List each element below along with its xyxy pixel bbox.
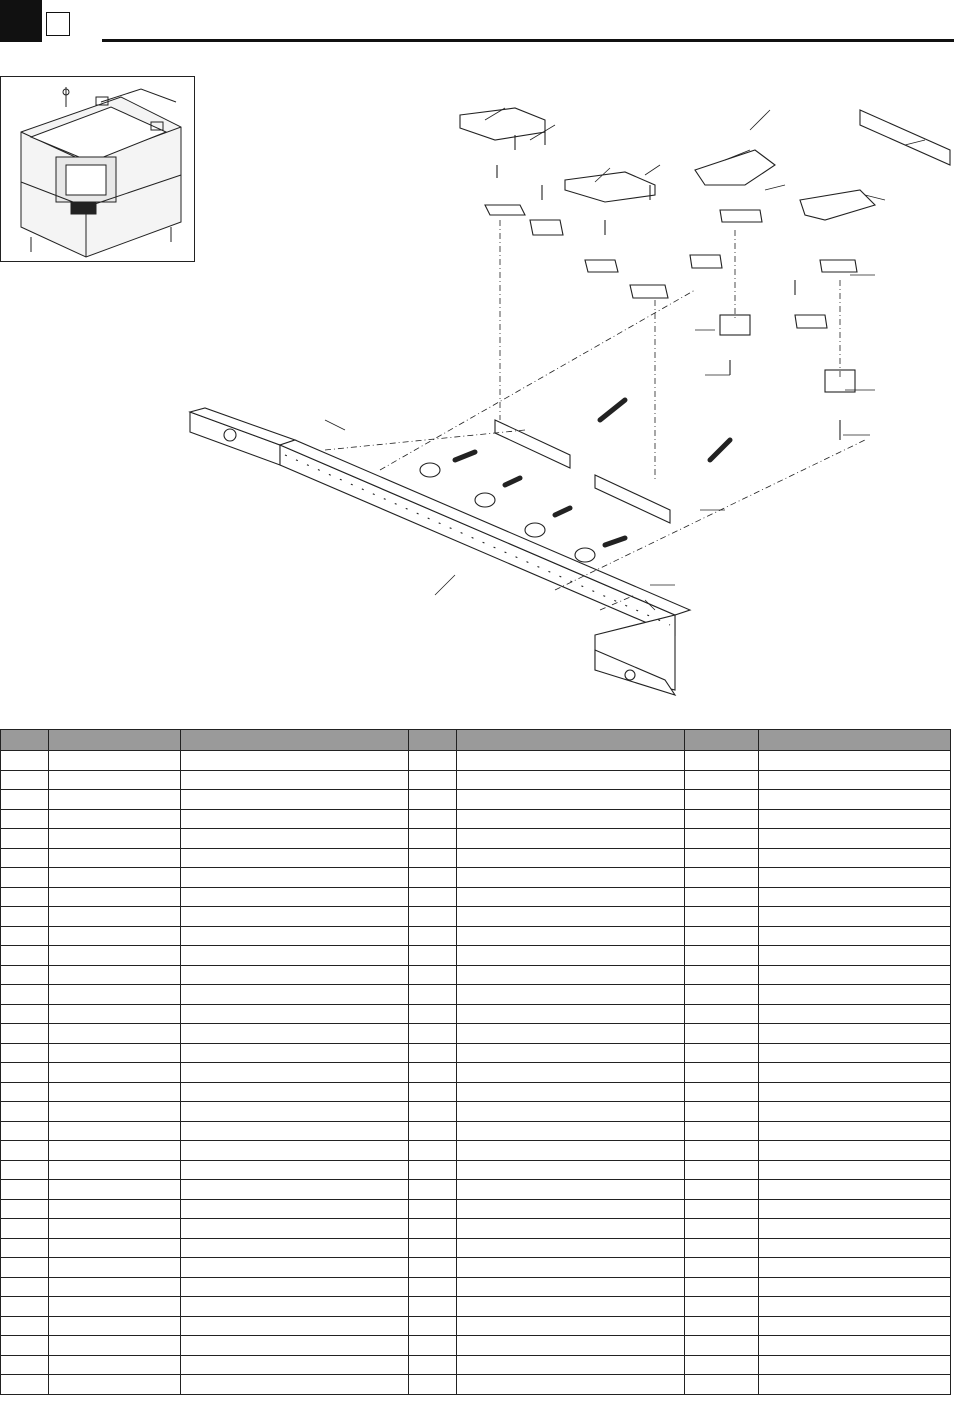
header-rule — [102, 39, 954, 42]
table-row — [1, 1141, 951, 1161]
table-row — [1, 1180, 951, 1200]
table-cell — [49, 751, 181, 771]
table-cell — [457, 751, 685, 771]
table-cell — [1, 1004, 49, 1024]
table-row — [1, 770, 951, 790]
table-cell — [1, 829, 49, 849]
table-cell — [685, 868, 759, 888]
table-row — [1, 1219, 951, 1239]
table-cell — [1, 1277, 49, 1297]
table-cell — [1, 809, 49, 829]
table-cell — [457, 770, 685, 790]
table-cell — [457, 1199, 685, 1219]
table-cell — [685, 1258, 759, 1278]
table-cell — [759, 1258, 951, 1278]
table-cell — [685, 809, 759, 829]
table-cell — [457, 809, 685, 829]
table-cell — [457, 1297, 685, 1317]
table-cell — [1, 1043, 49, 1063]
table-cell — [685, 1004, 759, 1024]
table-cell — [1, 1219, 49, 1239]
col-header-3 — [181, 730, 409, 751]
table-cell — [457, 965, 685, 985]
table-cell — [409, 1219, 457, 1239]
table-row — [1, 926, 951, 946]
table-cell — [759, 1180, 951, 1200]
table-cell — [457, 1082, 685, 1102]
table-cell — [181, 1199, 409, 1219]
table-cell — [409, 926, 457, 946]
table-cell — [1, 1336, 49, 1356]
table-cell — [685, 1180, 759, 1200]
table-cell — [685, 770, 759, 790]
table-cell — [759, 907, 951, 927]
table-cell — [409, 1297, 457, 1317]
table-cell — [181, 985, 409, 1005]
table-cell — [1, 770, 49, 790]
table-cell — [685, 1141, 759, 1161]
table-cell — [1, 946, 49, 966]
table-cell — [685, 946, 759, 966]
table-cell — [759, 770, 951, 790]
table-cell — [457, 1141, 685, 1161]
table-row — [1, 829, 951, 849]
table-cell — [181, 1258, 409, 1278]
table-cell — [181, 1102, 409, 1122]
table-cell — [181, 1297, 409, 1317]
table-row — [1, 1082, 951, 1102]
table-cell — [457, 1258, 685, 1278]
table-row — [1, 1375, 951, 1395]
table-cell — [49, 1063, 181, 1083]
table-row — [1, 848, 951, 868]
table-cell — [409, 770, 457, 790]
table-cell — [49, 770, 181, 790]
table-cell — [409, 907, 457, 927]
table-cell — [409, 1043, 457, 1063]
table-cell — [759, 1043, 951, 1063]
table-row — [1, 1121, 951, 1141]
table-cell — [49, 1082, 181, 1102]
exploded-parts-diagram — [185, 90, 954, 710]
table-cell — [49, 946, 181, 966]
table-cell — [457, 1121, 685, 1141]
table-cell — [457, 848, 685, 868]
table-cell — [759, 1121, 951, 1141]
table-cell — [409, 868, 457, 888]
table-cell — [759, 1063, 951, 1083]
table-cell — [409, 1277, 457, 1297]
col-header-2 — [49, 730, 181, 751]
table-row — [1, 1258, 951, 1278]
table-cell — [49, 868, 181, 888]
table-cell — [759, 1219, 951, 1239]
table-cell — [685, 965, 759, 985]
table-cell — [759, 868, 951, 888]
table-cell — [181, 1336, 409, 1356]
table-cell — [49, 1121, 181, 1141]
table-row — [1, 1277, 951, 1297]
table-row — [1, 887, 951, 907]
table-cell — [409, 1199, 457, 1219]
table-cell — [49, 887, 181, 907]
table-cell — [409, 809, 457, 829]
table-cell — [685, 1063, 759, 1083]
table-cell — [685, 907, 759, 927]
table-cell — [49, 829, 181, 849]
table-cell — [49, 790, 181, 810]
table-cell — [685, 1297, 759, 1317]
table-cell — [759, 1102, 951, 1122]
table-cell — [1, 1316, 49, 1336]
table-cell — [457, 887, 685, 907]
table-cell — [409, 887, 457, 907]
table-cell — [181, 1004, 409, 1024]
table-cell — [759, 809, 951, 829]
table-cell — [409, 1316, 457, 1336]
table-cell — [759, 1355, 951, 1375]
parts-list-body — [1, 751, 951, 1395]
table-cell — [685, 1082, 759, 1102]
table-cell — [759, 751, 951, 771]
table-row — [1, 1316, 951, 1336]
table-cell — [1, 1121, 49, 1141]
table-cell — [181, 809, 409, 829]
table-cell — [1, 1063, 49, 1083]
machine-overview-inset — [0, 76, 195, 262]
parts-list-table — [0, 729, 951, 1395]
table-cell — [181, 1219, 409, 1239]
table-cell — [759, 1199, 951, 1219]
table-row — [1, 1102, 951, 1122]
table-cell — [49, 1238, 181, 1258]
table-cell — [181, 770, 409, 790]
table-row — [1, 868, 951, 888]
table-cell — [181, 1063, 409, 1083]
table-cell — [181, 887, 409, 907]
table-cell — [49, 1219, 181, 1239]
table-cell — [759, 1004, 951, 1024]
section-tab-black — [0, 0, 42, 42]
table-cell — [409, 751, 457, 771]
table-row — [1, 1024, 951, 1044]
table-cell — [409, 1258, 457, 1278]
table-cell — [1, 965, 49, 985]
table-cell — [409, 1141, 457, 1161]
col-header-5 — [457, 730, 685, 751]
table-cell — [409, 790, 457, 810]
table-cell — [759, 1160, 951, 1180]
table-cell — [1, 1375, 49, 1395]
table-cell — [685, 1043, 759, 1063]
table-row — [1, 751, 951, 771]
table-cell — [759, 887, 951, 907]
table-cell — [181, 1024, 409, 1044]
table-row — [1, 1297, 951, 1317]
table-cell — [181, 1316, 409, 1336]
table-cell — [685, 985, 759, 1005]
table-cell — [685, 848, 759, 868]
table-cell — [457, 1316, 685, 1336]
table-cell — [759, 1316, 951, 1336]
table-cell — [457, 946, 685, 966]
table-cell — [49, 907, 181, 927]
table-cell — [457, 1180, 685, 1200]
table-cell — [409, 1336, 457, 1356]
table-cell — [685, 1238, 759, 1258]
table-cell — [49, 985, 181, 1005]
table-cell — [1, 907, 49, 927]
table-cell — [457, 1375, 685, 1395]
table-cell — [1, 868, 49, 888]
table-cell — [49, 1336, 181, 1356]
table-cell — [181, 1121, 409, 1141]
table-cell — [181, 1160, 409, 1180]
table-cell — [409, 1180, 457, 1200]
table-row — [1, 985, 951, 1005]
table-cell — [759, 1238, 951, 1258]
table-cell — [49, 926, 181, 946]
table-cell — [409, 1102, 457, 1122]
table-cell — [1, 1238, 49, 1258]
table-cell — [409, 946, 457, 966]
table-cell — [1, 1297, 49, 1317]
table-cell — [685, 790, 759, 810]
table-row — [1, 1004, 951, 1024]
table-cell — [457, 1043, 685, 1063]
table-cell — [1, 848, 49, 868]
table-cell — [457, 907, 685, 927]
table-cell — [49, 1160, 181, 1180]
table-cell — [685, 1121, 759, 1141]
table-cell — [457, 1277, 685, 1297]
table-cell — [759, 1297, 951, 1317]
table-cell — [685, 1024, 759, 1044]
table-cell — [409, 1238, 457, 1258]
table-cell — [409, 1063, 457, 1083]
table-cell — [457, 1160, 685, 1180]
table-cell — [685, 1160, 759, 1180]
col-header-4 — [409, 730, 457, 751]
table-cell — [1, 1180, 49, 1200]
table-cell — [181, 829, 409, 849]
table-cell — [1, 1258, 49, 1278]
table-cell — [759, 1336, 951, 1356]
table-cell — [181, 1043, 409, 1063]
table-cell — [409, 1121, 457, 1141]
table-cell — [457, 1102, 685, 1122]
table-row — [1, 907, 951, 927]
table-cell — [457, 790, 685, 810]
table-cell — [181, 965, 409, 985]
table-cell — [49, 1355, 181, 1375]
table-cell — [685, 887, 759, 907]
table-cell — [759, 1141, 951, 1161]
table-cell — [1, 887, 49, 907]
table-cell — [457, 1063, 685, 1083]
table-cell — [49, 1277, 181, 1297]
table-cell — [49, 1297, 181, 1317]
table-cell — [409, 829, 457, 849]
table-cell — [409, 965, 457, 985]
table-cell — [759, 848, 951, 868]
table-row — [1, 1063, 951, 1083]
table-cell — [181, 1082, 409, 1102]
col-header-7 — [759, 730, 951, 751]
machine-overview-drawing — [1, 77, 194, 261]
table-cell — [49, 809, 181, 829]
table-cell — [181, 907, 409, 927]
table-row — [1, 1355, 951, 1375]
table-cell — [759, 1375, 951, 1395]
table-cell — [457, 985, 685, 1005]
table-cell — [181, 1141, 409, 1161]
table-cell — [457, 1004, 685, 1024]
table-cell — [1, 1355, 49, 1375]
table-cell — [49, 1141, 181, 1161]
table-cell — [685, 1219, 759, 1239]
table-cell — [457, 1336, 685, 1356]
table-cell — [49, 1316, 181, 1336]
table-cell — [409, 1160, 457, 1180]
table-cell — [759, 1082, 951, 1102]
table-cell — [1, 1082, 49, 1102]
table-header-row — [1, 730, 951, 751]
table-cell — [49, 1024, 181, 1044]
table-cell — [1, 1102, 49, 1122]
table-cell — [759, 985, 951, 1005]
table-cell — [181, 848, 409, 868]
table-cell — [409, 1375, 457, 1395]
table-cell — [49, 1102, 181, 1122]
table-cell — [685, 926, 759, 946]
table-cell — [685, 1102, 759, 1122]
table-cell — [1, 985, 49, 1005]
table-cell — [49, 1004, 181, 1024]
table-cell — [759, 790, 951, 810]
table-row — [1, 1238, 951, 1258]
table-cell — [759, 1277, 951, 1297]
table-cell — [457, 1024, 685, 1044]
table-cell — [181, 751, 409, 771]
table-cell — [759, 829, 951, 849]
table-cell — [1, 1160, 49, 1180]
table-cell — [181, 926, 409, 946]
table-cell — [457, 1238, 685, 1258]
table-cell — [181, 1375, 409, 1395]
table-row — [1, 809, 951, 829]
table-cell — [685, 1199, 759, 1219]
table-cell — [181, 1238, 409, 1258]
col-header-1 — [1, 730, 49, 751]
table-cell — [49, 1199, 181, 1219]
table-cell — [181, 868, 409, 888]
table-cell — [1, 926, 49, 946]
col-header-6 — [685, 730, 759, 751]
table-row — [1, 1199, 951, 1219]
table-cell — [49, 1043, 181, 1063]
table-cell — [409, 848, 457, 868]
table-row — [1, 1336, 951, 1356]
table-cell — [1, 1024, 49, 1044]
table-cell — [759, 965, 951, 985]
table-cell — [49, 1375, 181, 1395]
table-cell — [49, 848, 181, 868]
table-cell — [409, 985, 457, 1005]
table-row — [1, 965, 951, 985]
table-cell — [685, 751, 759, 771]
table-cell — [1, 1199, 49, 1219]
table-cell — [181, 1277, 409, 1297]
table-cell — [49, 965, 181, 985]
table-cell — [759, 926, 951, 946]
table-row — [1, 946, 951, 966]
table-cell — [409, 1082, 457, 1102]
table-cell — [49, 1258, 181, 1278]
table-cell — [685, 1277, 759, 1297]
table-cell — [1, 1141, 49, 1161]
table-cell — [181, 1180, 409, 1200]
table-cell — [1, 790, 49, 810]
table-cell — [685, 1316, 759, 1336]
table-cell — [759, 1024, 951, 1044]
table-cell — [181, 946, 409, 966]
table-row — [1, 790, 951, 810]
table-cell — [409, 1355, 457, 1375]
table-cell — [685, 829, 759, 849]
table-cell — [181, 790, 409, 810]
table-cell — [759, 946, 951, 966]
table-row — [1, 1160, 951, 1180]
table-cell — [457, 829, 685, 849]
table-cell — [49, 1180, 181, 1200]
table-cell — [685, 1355, 759, 1375]
table-cell — [457, 868, 685, 888]
table-cell — [409, 1024, 457, 1044]
table-cell — [685, 1336, 759, 1356]
table-row — [1, 1043, 951, 1063]
table-cell — [685, 1375, 759, 1395]
table-cell — [1, 751, 49, 771]
table-cell — [457, 1219, 685, 1239]
table-cell — [181, 1355, 409, 1375]
table-cell — [457, 926, 685, 946]
table-cell — [457, 1355, 685, 1375]
table-cell — [409, 1004, 457, 1024]
section-tab-box — [46, 12, 70, 36]
